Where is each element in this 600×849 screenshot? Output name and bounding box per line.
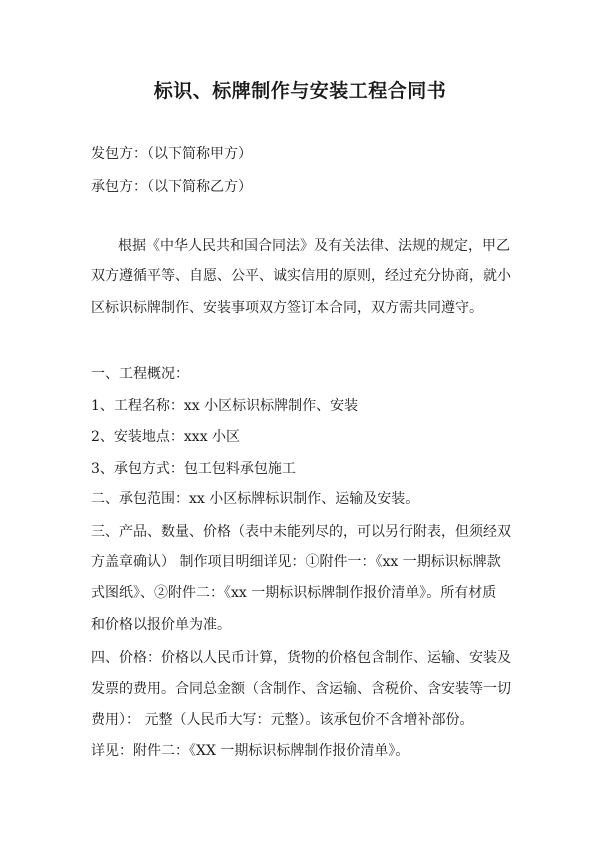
section3-line-4: 和价格以报价单为准。: [91, 617, 231, 633]
contract-method-item: 3、承包方式：包工包料承包施工: [91, 461, 296, 477]
section3-line-1: 三、产品、数量、价格（表中未能列尽的，可以另行附表，但须经双: [91, 524, 511, 540]
section4-line-3: 费用）： 元整（人民币大写：元整）。该承包价不含增补部份。: [91, 712, 474, 728]
section4-line-2: 发票的费用。合同总金额（含制作、含运输、含税价、含安装等一切: [91, 681, 511, 697]
section3-line-3: 式图纸》、②附件二：《xx 一期标识标牌制作报价清单》。所有材质: [91, 585, 497, 601]
details-line: 详见：附件二：《XX 一期标识标牌制作报价清单》。: [91, 743, 410, 759]
section1-heading: 一、工程概况：: [91, 366, 189, 382]
preamble-line-1: 根据《中华人民共和国合同法》及有关法律、法规的规定，甲乙: [118, 238, 510, 254]
party-a-line: 发包方：（以下简称甲方）: [91, 146, 252, 162]
document-title: 标识、标牌制作与安装工程合同书: [153, 80, 447, 102]
section4-line-1: 四、价格：价格以人民币计算，货物的价格包含制作、运输、安装及: [91, 650, 511, 666]
install-location-item: 2、安装地点：xxx 小区: [91, 429, 241, 445]
party-b-line: 承包方：（以下简称乙方）: [91, 179, 252, 195]
project-name-item: 1、工程名称：xx 小区标识标牌制作、安装: [91, 398, 359, 414]
preamble-line-2: 双方遵循平等、自愿、公平、诚实信用的原则，经过充分协商，就小: [91, 268, 511, 284]
section2-scope: 二、承包范围：xx 小区标牌标识制作、运输及安装。: [91, 491, 420, 507]
section3-line-2: 方盖章确认） 制作项目明细详见：①附件一：《xx 一期标识标牌款: [91, 554, 501, 570]
preamble-line-3: 区标识标牌制作、安装事项双方签订本合同，双方需共同遵守。: [91, 300, 483, 316]
